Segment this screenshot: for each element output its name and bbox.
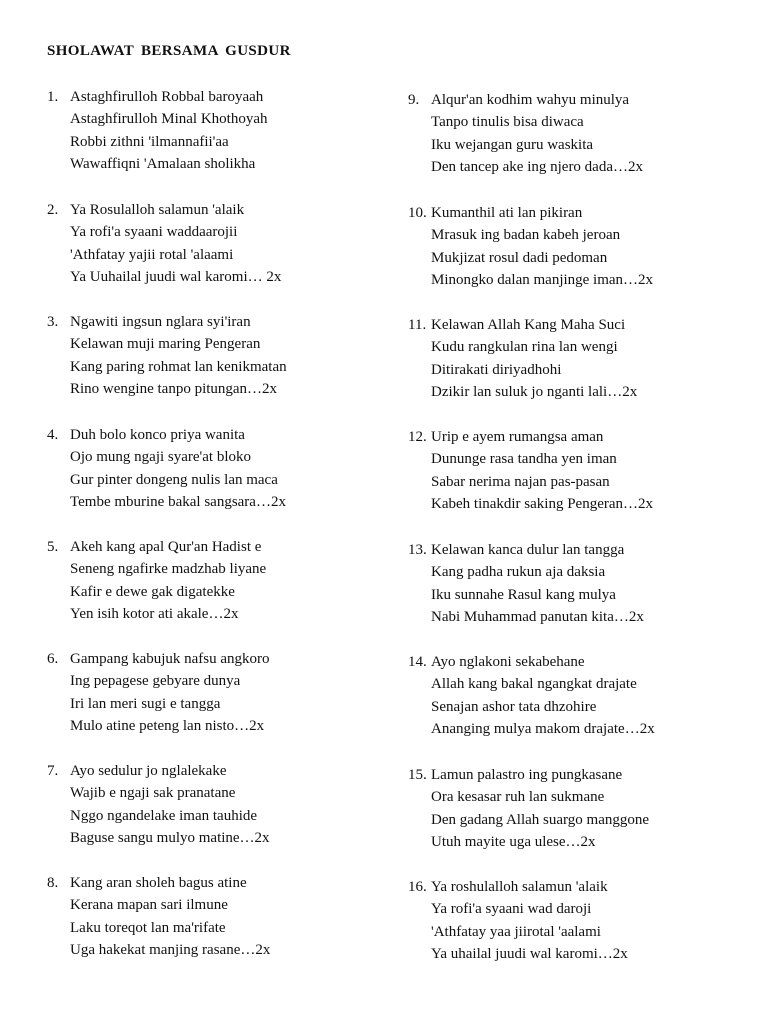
- verse-line: Ojo mung ngaji syare'at bloko: [70, 449, 252, 466]
- verse-line: Robbi zithni 'ilmannafii'aa: [70, 133, 229, 150]
- verse-line: Kabeh tinakdir saking Pengeran…2x: [431, 495, 654, 512]
- verse-number: 4.: [47, 427, 59, 443]
- verse-lines: [431, 314, 637, 403]
- verse-line: Minongko dalan manjinge iman…2x: [431, 271, 654, 288]
- verse: [408, 202, 653, 291]
- verse: [408, 89, 643, 178]
- verse-line: Ya Rosulalloh salamun 'alaik: [70, 202, 245, 218]
- verse-line: Ya roshulalloh salamun 'alaik: [431, 879, 608, 895]
- verse-line: Kelawan muji maring Pengeran: [70, 336, 261, 353]
- verse-line: Nggo ngandelake iman tauhide: [70, 807, 258, 824]
- verse-line: Astaghfirulloh Robbal baroyaah: [70, 89, 264, 105]
- verse-line: Gur pinter dongeng nulis lan maca: [70, 471, 278, 488]
- verse-line: Dununge rasa tandha yen iman: [431, 451, 617, 468]
- verse-line: Kafir e dewe gak digatekke: [70, 583, 235, 600]
- verse-line: Laku toreqot lan ma'rifate: [70, 919, 226, 936]
- verse-number: 13.: [408, 542, 427, 558]
- verse: [408, 651, 655, 740]
- verse-line: Wawaffiqni 'Amalaan sholikha: [70, 155, 256, 172]
- verse-lines: [431, 651, 655, 740]
- verse-lines: [70, 311, 287, 400]
- verse-lines: [70, 86, 267, 175]
- verse-number: 5.: [47, 539, 59, 555]
- verse-lines: [70, 424, 286, 513]
- verse-line: Uga hakekat manjing rasane…2x: [70, 941, 271, 958]
- verse-lines: [431, 876, 628, 965]
- verse-number: 3.: [47, 314, 59, 330]
- verse-lines: [431, 539, 644, 628]
- verse: [47, 86, 267, 175]
- verse-line: 'Athfatay yajii rotal 'alaami: [70, 246, 234, 263]
- verse-line: Sabar nerima najan pas-pasan: [431, 473, 610, 490]
- verse-line: Ora kesasar ruh lan sukmane: [431, 789, 605, 806]
- verse-number: 12.: [408, 429, 427, 445]
- verse-number: 11.: [408, 317, 427, 333]
- verse-line: Kudu rangkulan rina lan wengi: [431, 339, 618, 356]
- verse: [47, 872, 270, 961]
- verse-number: 8.: [47, 875, 59, 891]
- page-title: SHOLAWAT BERSAMA GUSDUR: [47, 43, 291, 59]
- verse: [47, 760, 270, 849]
- verse-line: Ya rofi'a syaani wad daroji: [431, 901, 592, 918]
- verse-line: Senajan ashor tata dhzohire: [431, 698, 597, 715]
- verse-line: Mulo atine peteng lan nisto…2x: [70, 717, 265, 734]
- verse-line: Duh bolo konco priya wanita: [70, 427, 245, 443]
- verse-line: Den gadang Allah suargo manggone: [431, 811, 650, 828]
- verse: [408, 539, 644, 628]
- verse: [408, 426, 653, 515]
- verse-number: 16.: [408, 879, 427, 895]
- verse-lines: [70, 536, 266, 625]
- verse-line: Ya uhailal juudi wal karomi…2x: [431, 945, 628, 962]
- verse-number: 15.: [408, 767, 427, 783]
- verse-lines: [70, 648, 270, 737]
- verse-line: Utuh mayite uga ulese…2x: [431, 833, 596, 850]
- verse-line: Rino wengine tanpo pitungan…2x: [70, 380, 278, 397]
- verse-line: Ditirakati diriyadhohi: [431, 361, 562, 378]
- verse-lines: [70, 199, 281, 288]
- verse-lines: [431, 202, 653, 291]
- verse-line: Kelawan kanca dulur lan tangga: [431, 542, 625, 558]
- verse-line: Kang paring rohmat lan kenikmatan: [70, 358, 287, 375]
- verse-line: Tembe mburine bakal sangsara…2x: [70, 493, 286, 510]
- verse-number: 1.: [47, 89, 59, 105]
- verse-line: Ayo sedulur jo nglalekake: [70, 763, 227, 779]
- verse-line: Yen isih kotor ati akale…2x: [70, 605, 239, 622]
- verse: [408, 876, 628, 965]
- verse-lines: [70, 872, 270, 961]
- verse-line: Ya Uuhailal juudi wal karomi… 2x: [70, 268, 282, 285]
- verse-line: Mukjizat rosul dadi pedoman: [431, 249, 608, 266]
- verse: [408, 764, 649, 853]
- verse: [47, 648, 270, 737]
- verse: [47, 311, 287, 400]
- verse-line: Kang padha rukun aja daksia: [431, 564, 606, 581]
- verse-line: Wajib e ngaji sak pranatane: [70, 785, 236, 802]
- verse-line: Ing pepagese gebyare dunya: [70, 673, 241, 690]
- verse-number: 10.: [408, 205, 427, 221]
- verse-number: 7.: [47, 763, 59, 779]
- verse: [408, 314, 637, 403]
- verse-line: Iri lan meri sugi e tangga: [70, 695, 221, 712]
- verse: [47, 424, 286, 513]
- verse-number: 2.: [47, 202, 59, 218]
- verse-line: Tanpo tinulis bisa diwaca: [431, 114, 584, 131]
- verse-line: Nabi Muhammad panutan kita…2x: [431, 608, 644, 625]
- verse-line: Urip e ayem rumangsa aman: [431, 429, 604, 445]
- verse-line: Akeh kang apal Qur'an Hadist e: [70, 539, 262, 555]
- verse-line: Dzikir lan suluk jo nganti lali…2x: [431, 383, 638, 400]
- verse-line: Seneng ngafirke madzhab liyane: [70, 561, 267, 578]
- verse: [47, 536, 266, 625]
- verse-line: Mrasuk ing badan kabeh jeroan: [431, 227, 621, 244]
- verse-line: Alqur'an kodhim wahyu minulya: [431, 92, 630, 108]
- verse-lines: [70, 760, 270, 849]
- verse-lines: [431, 764, 649, 853]
- verse-line: Kelawan Allah Kang Maha Suci: [431, 317, 626, 333]
- verse-line: Kang aran sholeh bagus atine: [70, 875, 247, 891]
- verse: [47, 199, 281, 288]
- verse-number: 14.: [408, 654, 427, 670]
- verse-line: Astaghfirulloh Minal Khothoyah: [70, 111, 268, 128]
- verse-line: Iku sunnahe Rasul kang mulya: [431, 586, 616, 603]
- verse-line: Gampang kabujuk nafsu angkoro: [70, 651, 270, 667]
- verse-line: Kumanthil ati lan pikiran: [431, 205, 583, 221]
- verse-lines: [431, 89, 643, 178]
- verse-line: Kerana mapan sari ilmune: [70, 897, 228, 914]
- verse-number: 9.: [408, 92, 420, 108]
- verse-line: Ngawiti ingsun nglara syi'iran: [70, 314, 251, 330]
- verse-line: Baguse sangu mulyo matine…2x: [70, 829, 270, 846]
- verse-number: 6.: [47, 651, 59, 667]
- verse-line: Iku wejangan guru waskita: [431, 136, 594, 153]
- verse-line: 'Athfatay yaa jiirotal 'aalami: [431, 923, 601, 940]
- verse-line: Ananging mulya makom drajate…2x: [431, 720, 655, 737]
- verse-line: Allah kang bakal ngangkat drajate: [431, 676, 637, 693]
- verse-line: Den tancep ake ing njero dada…2x: [431, 158, 643, 175]
- verse-lines: [431, 426, 653, 515]
- verse-line: Ya rofi'a syaani waddaarojii: [70, 224, 238, 241]
- verse-line: Ayo nglakoni sekabehane: [431, 654, 585, 670]
- verse-line: Lamun palastro ing pungkasane: [431, 767, 623, 783]
